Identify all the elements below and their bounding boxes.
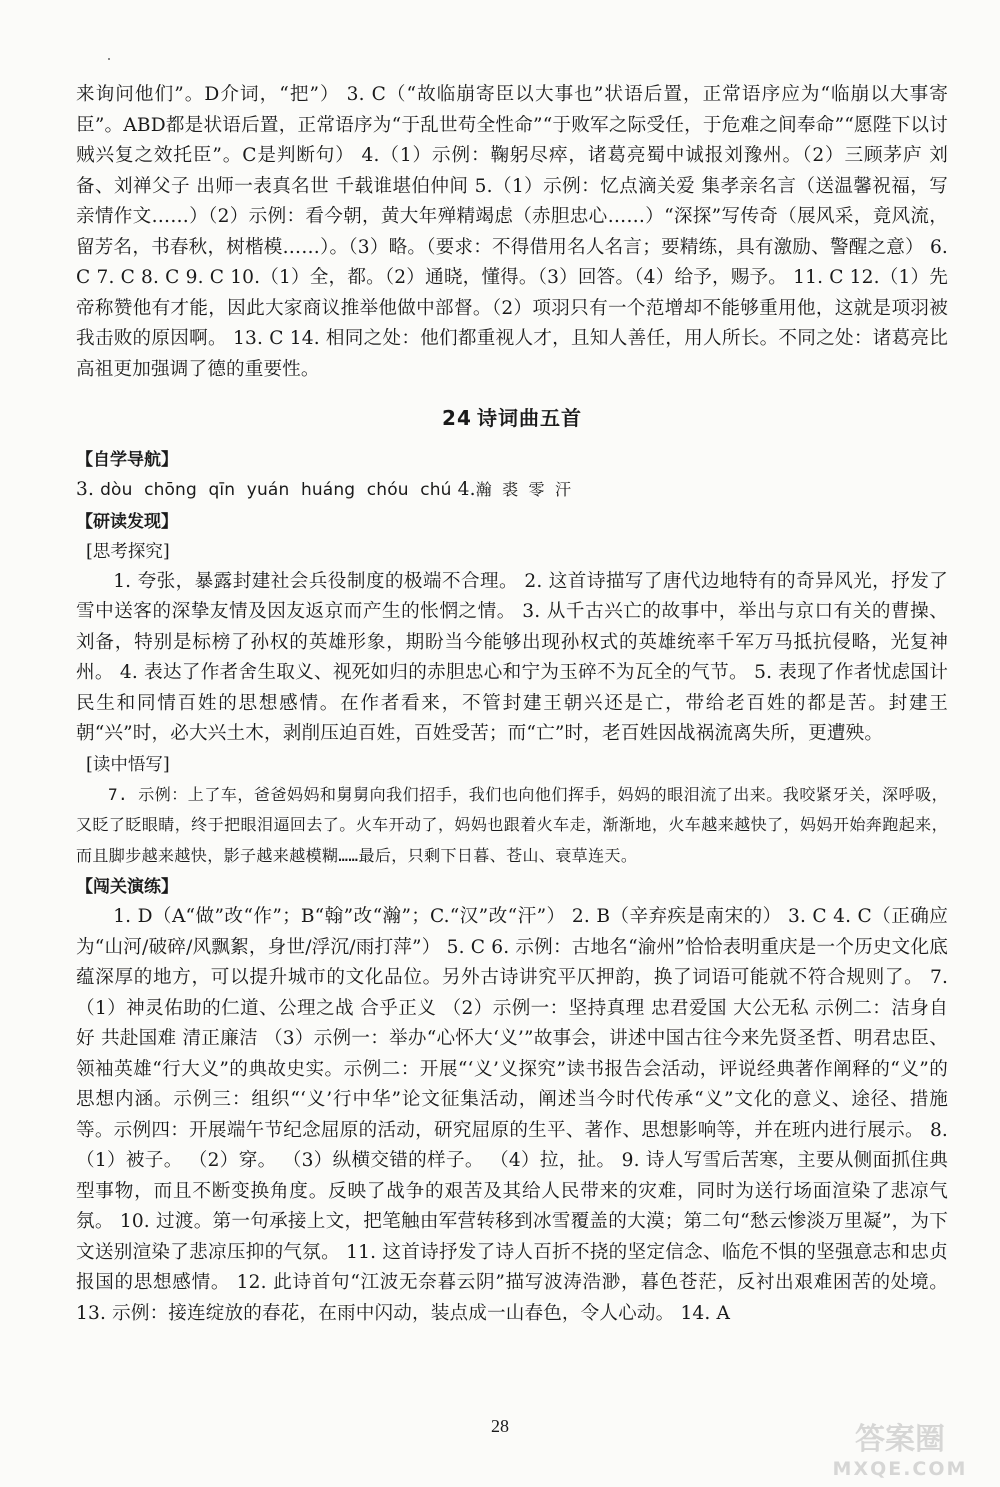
watermark-url: MXQE.COM: [832, 1458, 968, 1480]
page-number: 28: [491, 1416, 509, 1436]
answer-paragraph-continued: 来询问他们”。D介词，“把”） 3. C（“故临崩寄臣以大事也”状语后置，正常语序应为“临崩以大事寄臣”。ABD都是状语后置，正常语序为“于乱世苟全性命”“于败军之际受任，于危难之间奉命”“愿陛下以讨贼兴复之效托臣”。C是判断句） 4.（1）示例：鞠躬尽瘁，诸葛亮蜀中诚报刘豫州。（2）三顾茅庐 刘备、刘禅父子 出师一表真名世 千载谁堪伯仲间 5.（1）示例：忆点滴关爱 集孝亲名言（送温馨祝福，写亲情作文……）（2）示例：看今朝，黄大年殚精竭虑（赤胆忠心……）“深探”写传奇（展风采，竟风流，留芳名，书春秋，树楷模……）。（3）略。（要求：不得借用名人名言；要精练，具有激励、警醒之意） 6. C 7. C 8. C 9. C 10.（1）全，都。（2）通晓，懂得。（3）回答。（4）给予，赐予。 11. C 12.（1）先帝称赞他有才能，因此大家商议推举他做中部督。（2）项羽只有一个范增却不能够重用他，这就是项羽被我击败的原因啊。 13. C 14. 相同之处：他们都重视人才，且知人善任，用人所长。不同之处：诸葛亮比高祖更加强调了德的重要性。: [76, 84, 948, 380]
pinyin-prefix: 3.: [76, 479, 95, 500]
read-write-answer: 7. 示例：上了车，爸爸妈妈和舅舅向我们招手，我们也向他们挥手，妈妈的眼泪流了出来。我咬紧牙关，深呼吸，又眨了眨眼睛，终于把眼泪逼回去了。火车开动了，妈妈也跟着火车走，渐渐地，火车越来越快了，妈妈开始奔跑起来，而且脚步越来越快，影子越来越模糊……最后，只剩下日暮、苍山、衰草连天。: [76, 784, 948, 865]
research-heading: 【研读发现】: [76, 511, 178, 532]
section-title-text: 诗词曲五首: [476, 406, 582, 430]
section-title: [76, 402, 948, 431]
read-write-label: [读中悟写]: [86, 754, 170, 775]
scan-speck: [108, 58, 110, 60]
chars-prefix: 4.: [457, 479, 476, 500]
page-content: [76, 80, 948, 1329]
pinyin-answers: dòu chōng qīn yuán huáng chóu chú: [100, 480, 452, 500]
watermark-logo: [810, 1419, 990, 1481]
watermark-text: 答案圈: [855, 1422, 945, 1457]
practice-answers: 1. D（A“做”改“作”；B“翰”改“瀚”；C.“汉”改“汗”） 2. B（辛弃疾是南宋的） 3. C 4. C（正确应为“山河/破碎/风飘絮，身世/浮沉/雨打萍”） 5. C 6. 示例：古地名“渝州”恰恰表明重庆是一个历史文化底蕴深厚的地方，可以提升城市的文化品位。另外古诗讲究平仄押韵，换了词语可能就不符合规则了。 7.（1）神灵佑助的仁道、公理之战 合乎正义 （2）示例一：坚持真理 忠君爱国 大公无私 示例二：洁身自好 共赴国难 清正廉洁 （3）示例一：举办“心怀大‘义’”故事会，讲述中国古往今来先贤圣哲、明君忠臣、领袖英雄“行大义”的典故史实。示例二：开展“‘义’义探究”读书报告会活动，评说经典著作阐释的“义”的思想内涵。示例三：组织“‘义’行中华”论文征集活动，阐述当今时代传承“义”文化的意义、途径、措施等。示例四：开展端午节纪念屈原的活动，研究屈原的生平、著作、思想影响等，并在班内进行展示。 8.（1）被子。 （2）穿。 （3）纵横交错的样子。 （4）拉，扯。 9. 诗人写雪后苦寒，主要从侧面抓住典型事物，而且不断变换角度。反映了战争的艰苦及其给人民带来的灾难，同时为送行场面渲染了悲凉气氛。 10. 过渡。第一句承接上文，把笔触由军营转移到冰雪覆盖的大漠；第二句“愁云惨淡万里凝”，为下文送别渲染了悲凉压抑的气氛。 11. 这首诗抒发了诗人百折不挠的坚定信念、临危不惧的坚强意志和忠贞报国的思想感情。 12. 此诗首句“江波无奈暮云阴”描写波涛浩渺，暮色苍茫，反衬出艰难困苦的处境。 13. 示例：接连绽放的春花，在雨中闪动，装点成一山春色，令人心动。 14. A: [76, 906, 948, 1324]
self-study-heading: 【自学导航】: [76, 450, 178, 470]
section-number: 24: [442, 406, 472, 430]
char-answers: 瀚 裘 零 汗: [475, 480, 572, 499]
think-explore-answers: 1. 夸张，暴露封建社会兵役制度的极端不合理。 2. 这首诗描写了唐代边地特有的奇异风光，抒发了雪中送客的深挚友情及因友返京而产生的怅惘之情。 3. 从千古兴亡的故事中，举出与京口有关的曹操、刘备，特别是标榜了孙权的英雄形象，期盼当今能够出现孙权式的英雄统率千军万马抵抗侵略，光复神州。 4. 表达了作者舍生取义、视死如归的赤胆忠心和宁为玉碎不为瓦全的气节。 5. 表现了作者忧虑国计民生和同情百姓的思想感情。在作者看来，不管封建王朝兴还是亡，带给老百姓的都是苦。封建王朝“兴”时，必大兴土木，剥削压迫百姓，百姓受苦；而“亡”时，老百姓因战祸流离失所，更遭殃。: [76, 570, 948, 744]
practice-heading: 【闯关演练】: [76, 877, 178, 897]
think-explore-label: [思考探究]: [86, 541, 170, 562]
self-study-answers: [76, 475, 948, 506]
